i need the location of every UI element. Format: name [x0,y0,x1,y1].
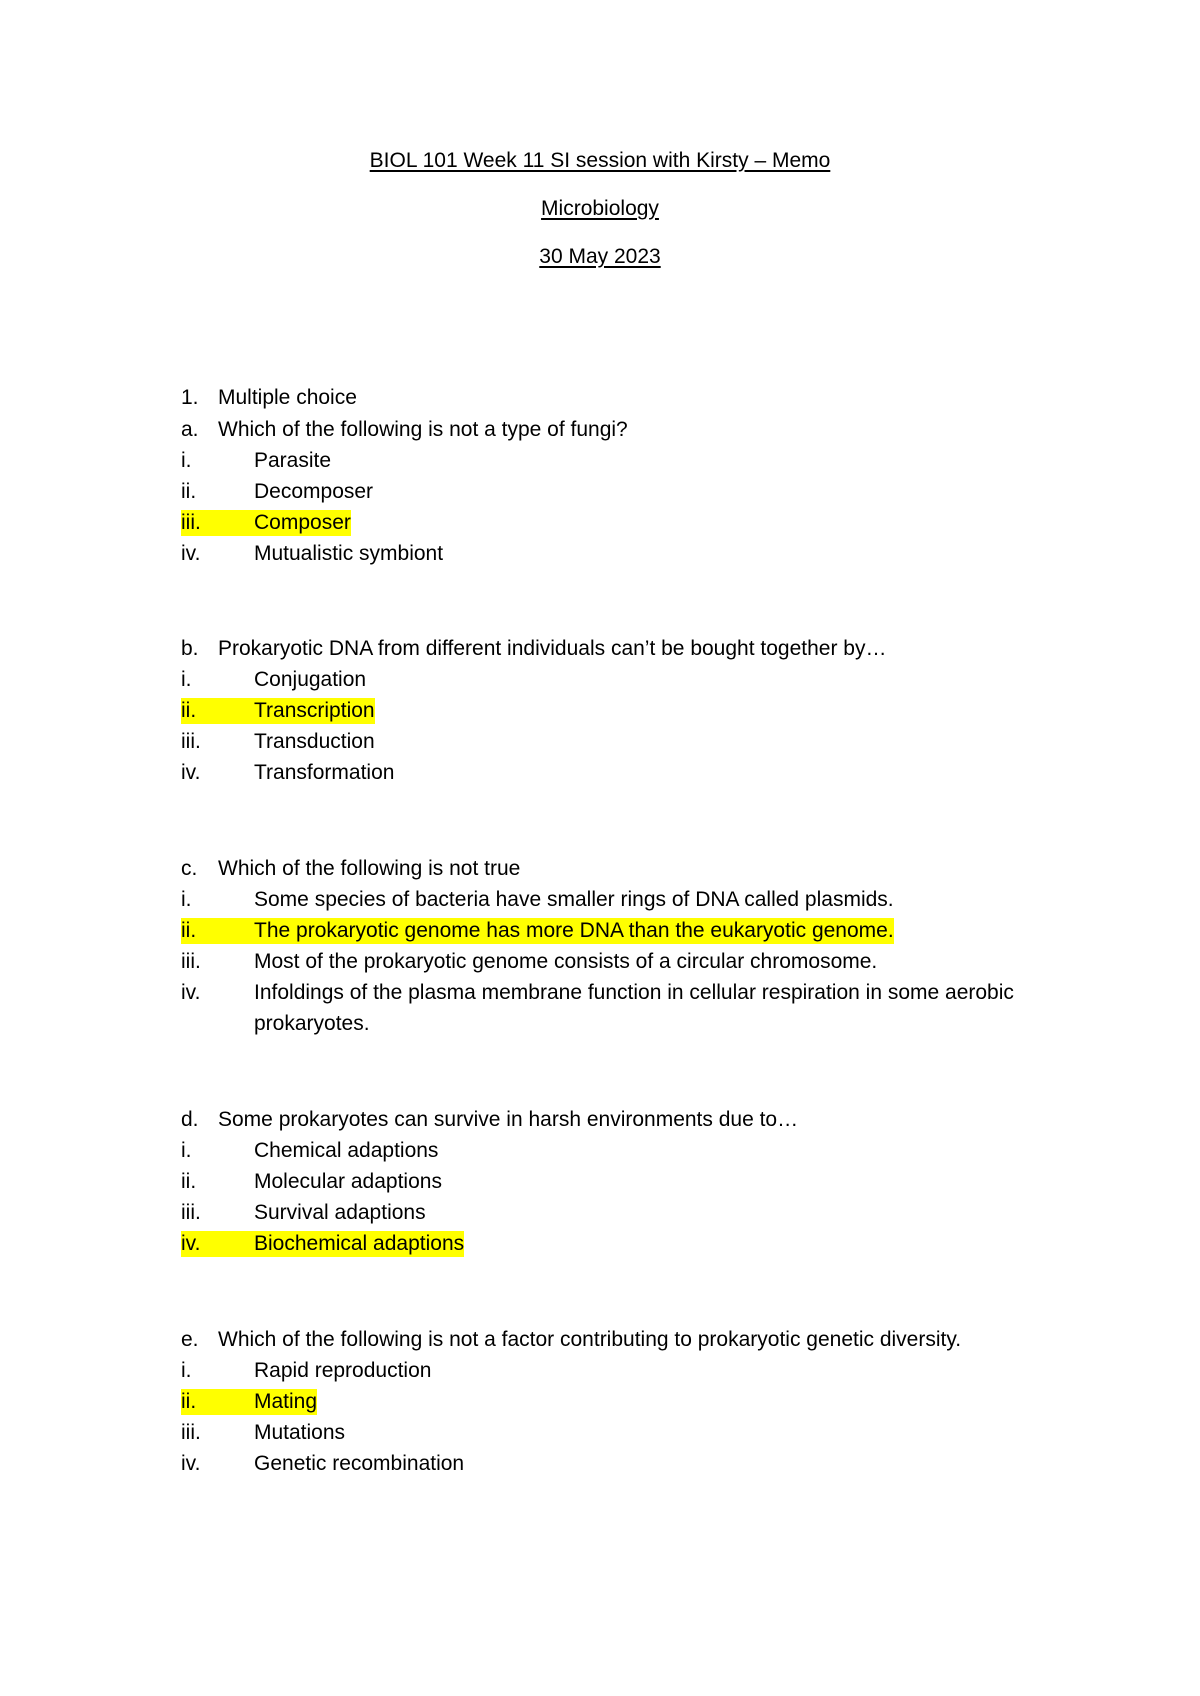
question-text: Which of the following is not true [218,857,521,880]
document-date-text: 30 May 2023 [539,245,661,268]
question-a [181,417,628,443]
question-letter: e. [181,1328,199,1351]
option-row [181,760,394,786]
question-letter: b. [181,637,199,660]
option-number: iii. [181,950,201,973]
document-subject [0,196,1200,222]
option-row [181,479,373,505]
answer-highlight: Biochemical adaptions [254,1232,465,1255]
option-row [181,980,1014,1039]
option-number: ii. [181,919,197,942]
option-number: i. [181,1359,192,1382]
option-text: Decomposer [254,480,374,503]
question-text: Which of the following is not a factor contributing to prokaryotic genetic diversity. [218,1328,962,1351]
option-row [181,667,366,693]
question-c [181,856,520,882]
question-text: Which of the following is not a type of fungi? [218,418,628,441]
question-e [181,1327,961,1353]
option-row-answer [181,510,351,536]
document-title [0,148,1200,174]
option-row [181,1451,464,1477]
option-row-answer [181,1231,464,1257]
answer-highlight: Mating [254,1390,318,1413]
option-row [181,1358,431,1384]
option-number: iv. [181,761,201,784]
option-row [181,887,894,913]
section-title: Multiple choice [218,386,357,409]
option-text: Mutations [254,1421,346,1444]
option-row [181,1138,438,1164]
question-b [181,636,886,662]
option-number: iv. [181,981,201,1004]
option-number: iv. [181,1452,201,1475]
answer-highlight: Composer [254,511,351,534]
option-number: i. [181,1139,192,1162]
option-row-answer [181,1389,317,1415]
option-number: iii. [181,511,201,534]
option-number: iv. [181,1232,201,1255]
section-heading [181,385,357,411]
option-text: Survival adaptions [254,1201,426,1224]
answer-highlight: The prokaryotic genome has more DNA than the eukaryotic genome. [254,919,894,942]
option-row [181,729,375,755]
option-number: ii. [181,699,197,722]
option-number: i. [181,888,192,911]
option-text: Molecular adaptions [254,1170,442,1193]
option-number: ii. [181,1390,197,1413]
option-row [181,1169,442,1195]
option-number: iii. [181,730,201,753]
option-number: ii. [181,480,197,503]
option-number: i. [181,668,192,691]
answer-highlight: Transcription [254,699,375,722]
option-text: Transformation [254,761,395,784]
option-text: Genetic recombination [254,1452,465,1475]
question-letter: d. [181,1108,199,1131]
question-d [181,1107,798,1133]
option-row [181,1200,426,1226]
option-text: Conjugation [254,668,367,691]
section-number: 1. [181,386,199,409]
option-text: Rapid reproduction [254,1359,432,1382]
option-number: ii. [181,1170,197,1193]
option-text: Transduction [254,730,375,753]
option-row-answer [181,918,894,944]
option-row [181,541,443,567]
option-row [181,949,877,975]
option-text: Some species of bacteria have smaller rings of DNA called plasmids. [254,888,894,911]
option-row [181,448,331,474]
document-title-text: BIOL 101 Week 11 SI session with Kirsty – Memo [369,149,831,172]
option-number: i. [181,449,192,472]
question-letter: a. [181,418,199,441]
option-number: iii. [181,1201,201,1224]
option-number: iv. [181,542,201,565]
option-row-answer [181,698,375,724]
option-text: Parasite [254,449,332,472]
option-text: Most of the prokaryotic genome consists of a circular chromosome. [254,950,878,973]
option-text: Chemical adaptions [254,1139,439,1162]
option-text: Infoldings of the plasma membrane function in cellular respiration in some aerobic prokaryotes. [254,981,1014,1035]
document-date [0,244,1200,270]
option-number: iii. [181,1421,201,1444]
question-letter: c. [181,857,198,880]
question-text: Prokaryotic DNA from different individuals can’t be bought together by… [218,637,887,660]
document-subject-text: Microbiology [541,197,659,220]
option-text: Mutualistic symbiont [254,542,444,565]
option-row [181,1420,345,1446]
question-text: Some prokaryotes can survive in harsh environments due to… [218,1108,799,1131]
